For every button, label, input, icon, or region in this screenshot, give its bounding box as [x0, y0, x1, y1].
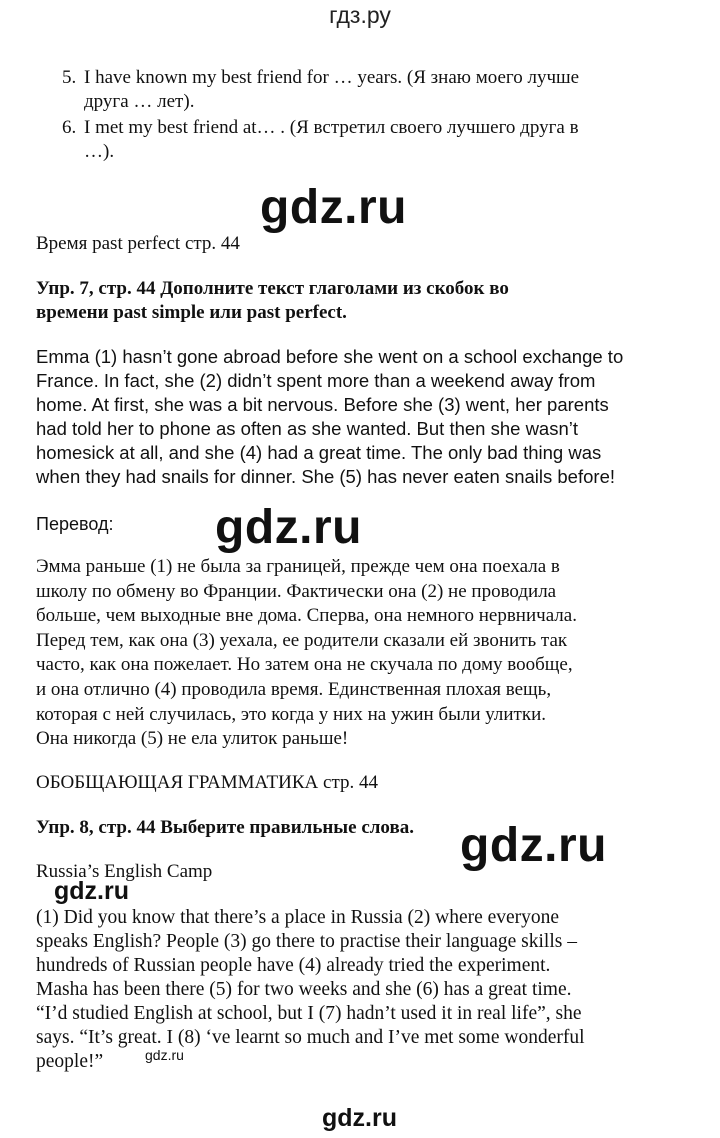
question-text: I have known my best friend for … years. (Я знаю моего лучше	[84, 67, 580, 88]
watermark: gdz.ru	[460, 819, 607, 872]
text-line: says. “It’s great. I (8) ‘ve learnt so much and I’ve met some wonderful	[36, 1027, 585, 1048]
text-line: homesick at all, and she (4) had a great time. The only bad thing was	[36, 442, 602, 463]
text-line: France. In fact, she (2) didn’t spent more than a weekend away from	[36, 370, 596, 391]
watermark: gdz.ru	[215, 501, 362, 554]
text-line: Она никогда (5) не ела улиток раньше!	[36, 728, 349, 750]
exercise-8-text	[36, 906, 686, 1074]
exercise-7-title-line: Упр. 7, стр. 44 Дополните текст глаголами из скобок во	[36, 278, 509, 299]
exercise-8-title: Упр. 8, стр. 44 Выберите правильные слова.	[36, 817, 414, 838]
translation-label: Перевод:	[36, 514, 114, 534]
text-line: hundreds of Russian people have (4) already tried the experiment.	[36, 955, 551, 976]
text-line: школу по обмену во Франции. Фактически она (2) не проводила	[36, 580, 557, 602]
text-line: people!”	[36, 1051, 104, 1072]
watermark: gdz.ru	[145, 1047, 184, 1063]
text-line: had told her to phone as often as she wanted. But then she wasn’t	[36, 418, 579, 439]
text-line: Emma (1) hasn’t gone abroad before she went on a school exchange to	[36, 346, 624, 367]
text-line: которая с ней случилась, это когда у них на ужин были улитки.	[36, 703, 547, 725]
text-line: when they had snails for dinner. She (5) has never eaten snails before!	[36, 466, 615, 487]
section-heading-past-perfect: Время past perfect стр. 44	[36, 233, 240, 254]
exercise-8-subtitle: Russia’s English Camp	[36, 861, 213, 882]
question-text: I met my best friend at… . (Я встретил своего лучшего друга в	[84, 117, 579, 138]
question-6	[62, 116, 579, 164]
watermark: gdz.ru	[54, 877, 129, 905]
site-header: гдз.ру	[329, 2, 391, 28]
text-line: home. At first, she was a bit nervous. Before she (3) went, her parents	[36, 394, 609, 415]
section-heading-grammar: ОБОБЩАЮЩАЯ ГРАММАТИКА стр. 44	[36, 772, 378, 793]
question-number: 6.	[62, 117, 77, 138]
question-number: 5.	[62, 67, 77, 88]
question-text-continued: …).	[84, 141, 115, 162]
text-line: (1) Did you know that there’s a place in Russia (2) where everyone	[36, 907, 560, 928]
text-line: Перед тем, как она (3) уехала, ее родители сказали ей звонить так	[36, 629, 568, 651]
text-line: “I’d studied English at school, but I (7) hadn’t used it in real life”, she	[36, 1003, 582, 1024]
text-line: Masha has been there (5) for two weeks and she (6) has a great time.	[36, 979, 572, 1000]
text-line: часто, как она пожелает. Но затем она не скучала по дому вообще,	[36, 654, 573, 676]
watermark: gdz.ru	[260, 181, 407, 234]
text-line: больше, чем выходные вне дома. Сперва, она немного нервничала.	[36, 605, 577, 627]
text-line: и она отлично (4) проводила время. Единственная плохая вещь,	[36, 678, 552, 700]
exercise-7-title-line: времени past simple или past perfect.	[36, 302, 347, 323]
question-text-continued: друга … лет).	[84, 91, 195, 112]
exercise-7-translation	[36, 555, 686, 752]
question-5	[62, 66, 579, 114]
exercise-7-text	[36, 345, 676, 489]
text-line: speaks English? People (3) go there to practise their language skills –	[36, 931, 577, 952]
watermark: gdz.ru	[322, 1104, 397, 1132]
text-line: Эмма раньше (1) не была за границей, прежде чем она поехала в	[36, 556, 560, 577]
